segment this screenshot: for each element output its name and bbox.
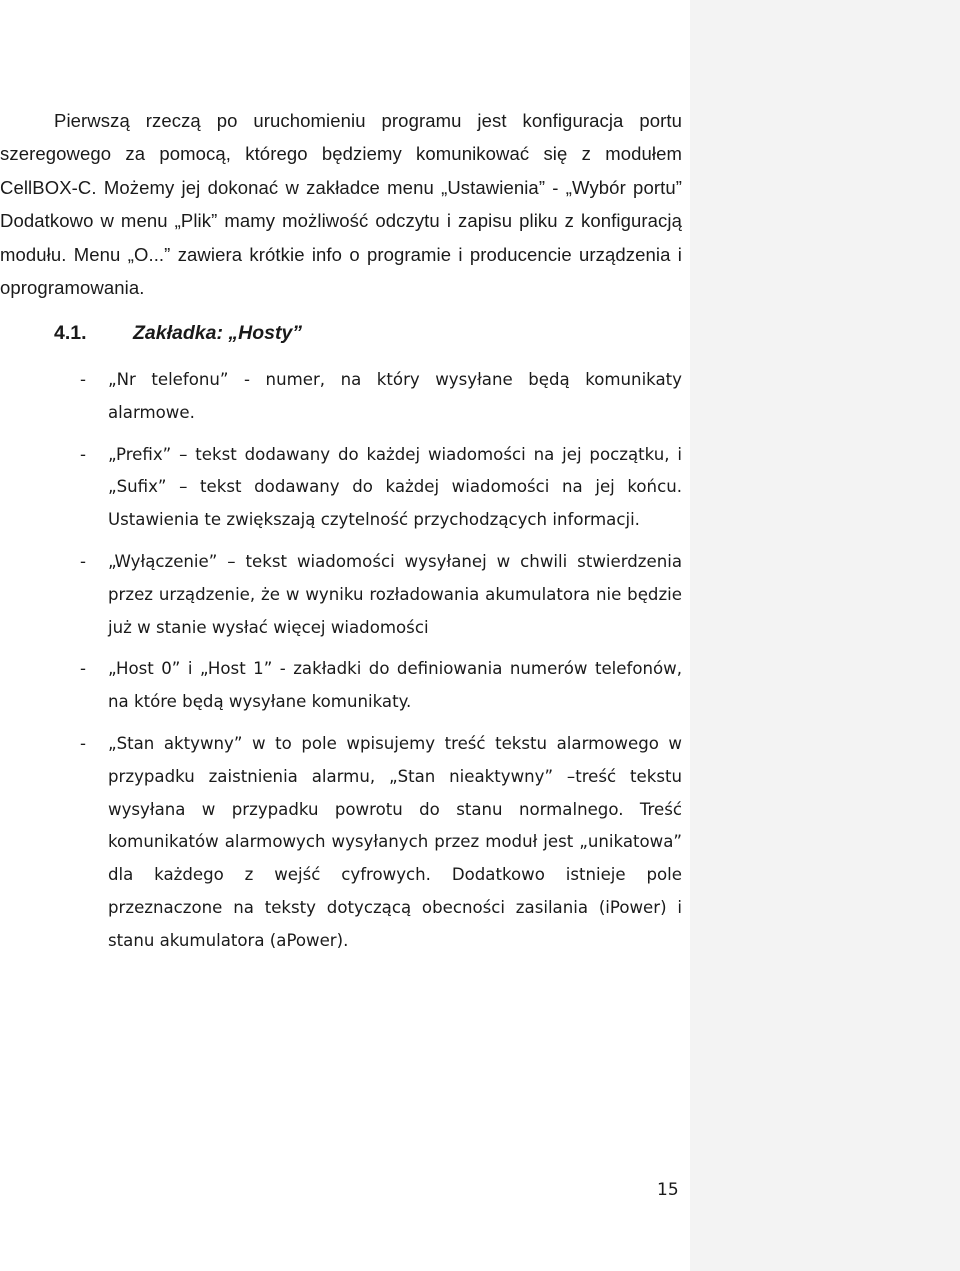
bullet-dash: - <box>80 444 86 464</box>
section-number: 4.1. <box>54 322 87 344</box>
intro-text: Pierwszą rzeczą po uruchomieniu programu jest konfiguracja portu szeregowego za pomocą, którego będziemy komunikować się z modułem CellBOX-C. Możemy jej dokonać w zakładce menu „Ustawienia” - „Wybór portu” Dodatkowo w menu „Plik” mamy możliwość odczytu i zapisu pliku z konfiguracją modułu. Menu „O...” zawiera krótkie info o programie i producencie urządzenia i oprogramowania. <box>0 110 682 299</box>
list-item <box>0 546 682 644</box>
bullet-dash: - <box>80 370 86 389</box>
list-item <box>0 364 682 430</box>
list-item <box>0 728 682 958</box>
list-item <box>0 439 682 537</box>
list-item-text: „Nr telefonu” - numer, na który wysyłane będą komunikaty alarmowe. <box>108 370 682 422</box>
page-number: 15 <box>657 1180 679 1200</box>
list-item-text: „Host 0” i „Host 1” - zakładki do definiowania numerów telefonów, na które będą wysyłane komunikaty. <box>108 659 682 712</box>
comment-margin-pane <box>690 0 960 1271</box>
list-item <box>0 653 682 719</box>
intro-paragraph <box>0 104 682 304</box>
list-item-text: „Stan aktywny” w to pole wpisujemy treść tekstu alarmowego w przypadku zaistnienia alarmu, „Stan nieaktywny” –treść tekstu wysyłana w przypadku powrotu do stanu normalnego. Treść komunikatów alarmowych wysyłanych przez moduł jest „unikatowa” dla każdego z wejść cyfrowych. Dodatkowo istnieje pole przeznaczone na teksty dotyczącą obecności zasilania (iPower) i stanu akumulatora (aPower). <box>108 733 682 950</box>
list-item-text: „Wyłączenie” – tekst wiadomości wysyłanej w chwili stwierdzenia przez urządzenie, że w wyniku rozładowania akumulatora nie będzie już w stanie wysłać więcej wiadomości <box>108 551 682 637</box>
section-heading <box>54 322 302 345</box>
list-item-text: „Prefix” – tekst dodawany do każdej wiadomości na jej początku, i „Sufix” – tekst dodawany do każdej wiadomości na jej końcu. Ustawienia te zwiększają czytelność przychodzących informacji. <box>108 444 682 530</box>
bullet-dash: - <box>80 551 86 571</box>
bullet-list <box>0 364 682 967</box>
bullet-dash: - <box>80 659 86 679</box>
section-title: Zakładka: „Hosty” <box>133 322 303 344</box>
bullet-dash: - <box>80 733 86 753</box>
